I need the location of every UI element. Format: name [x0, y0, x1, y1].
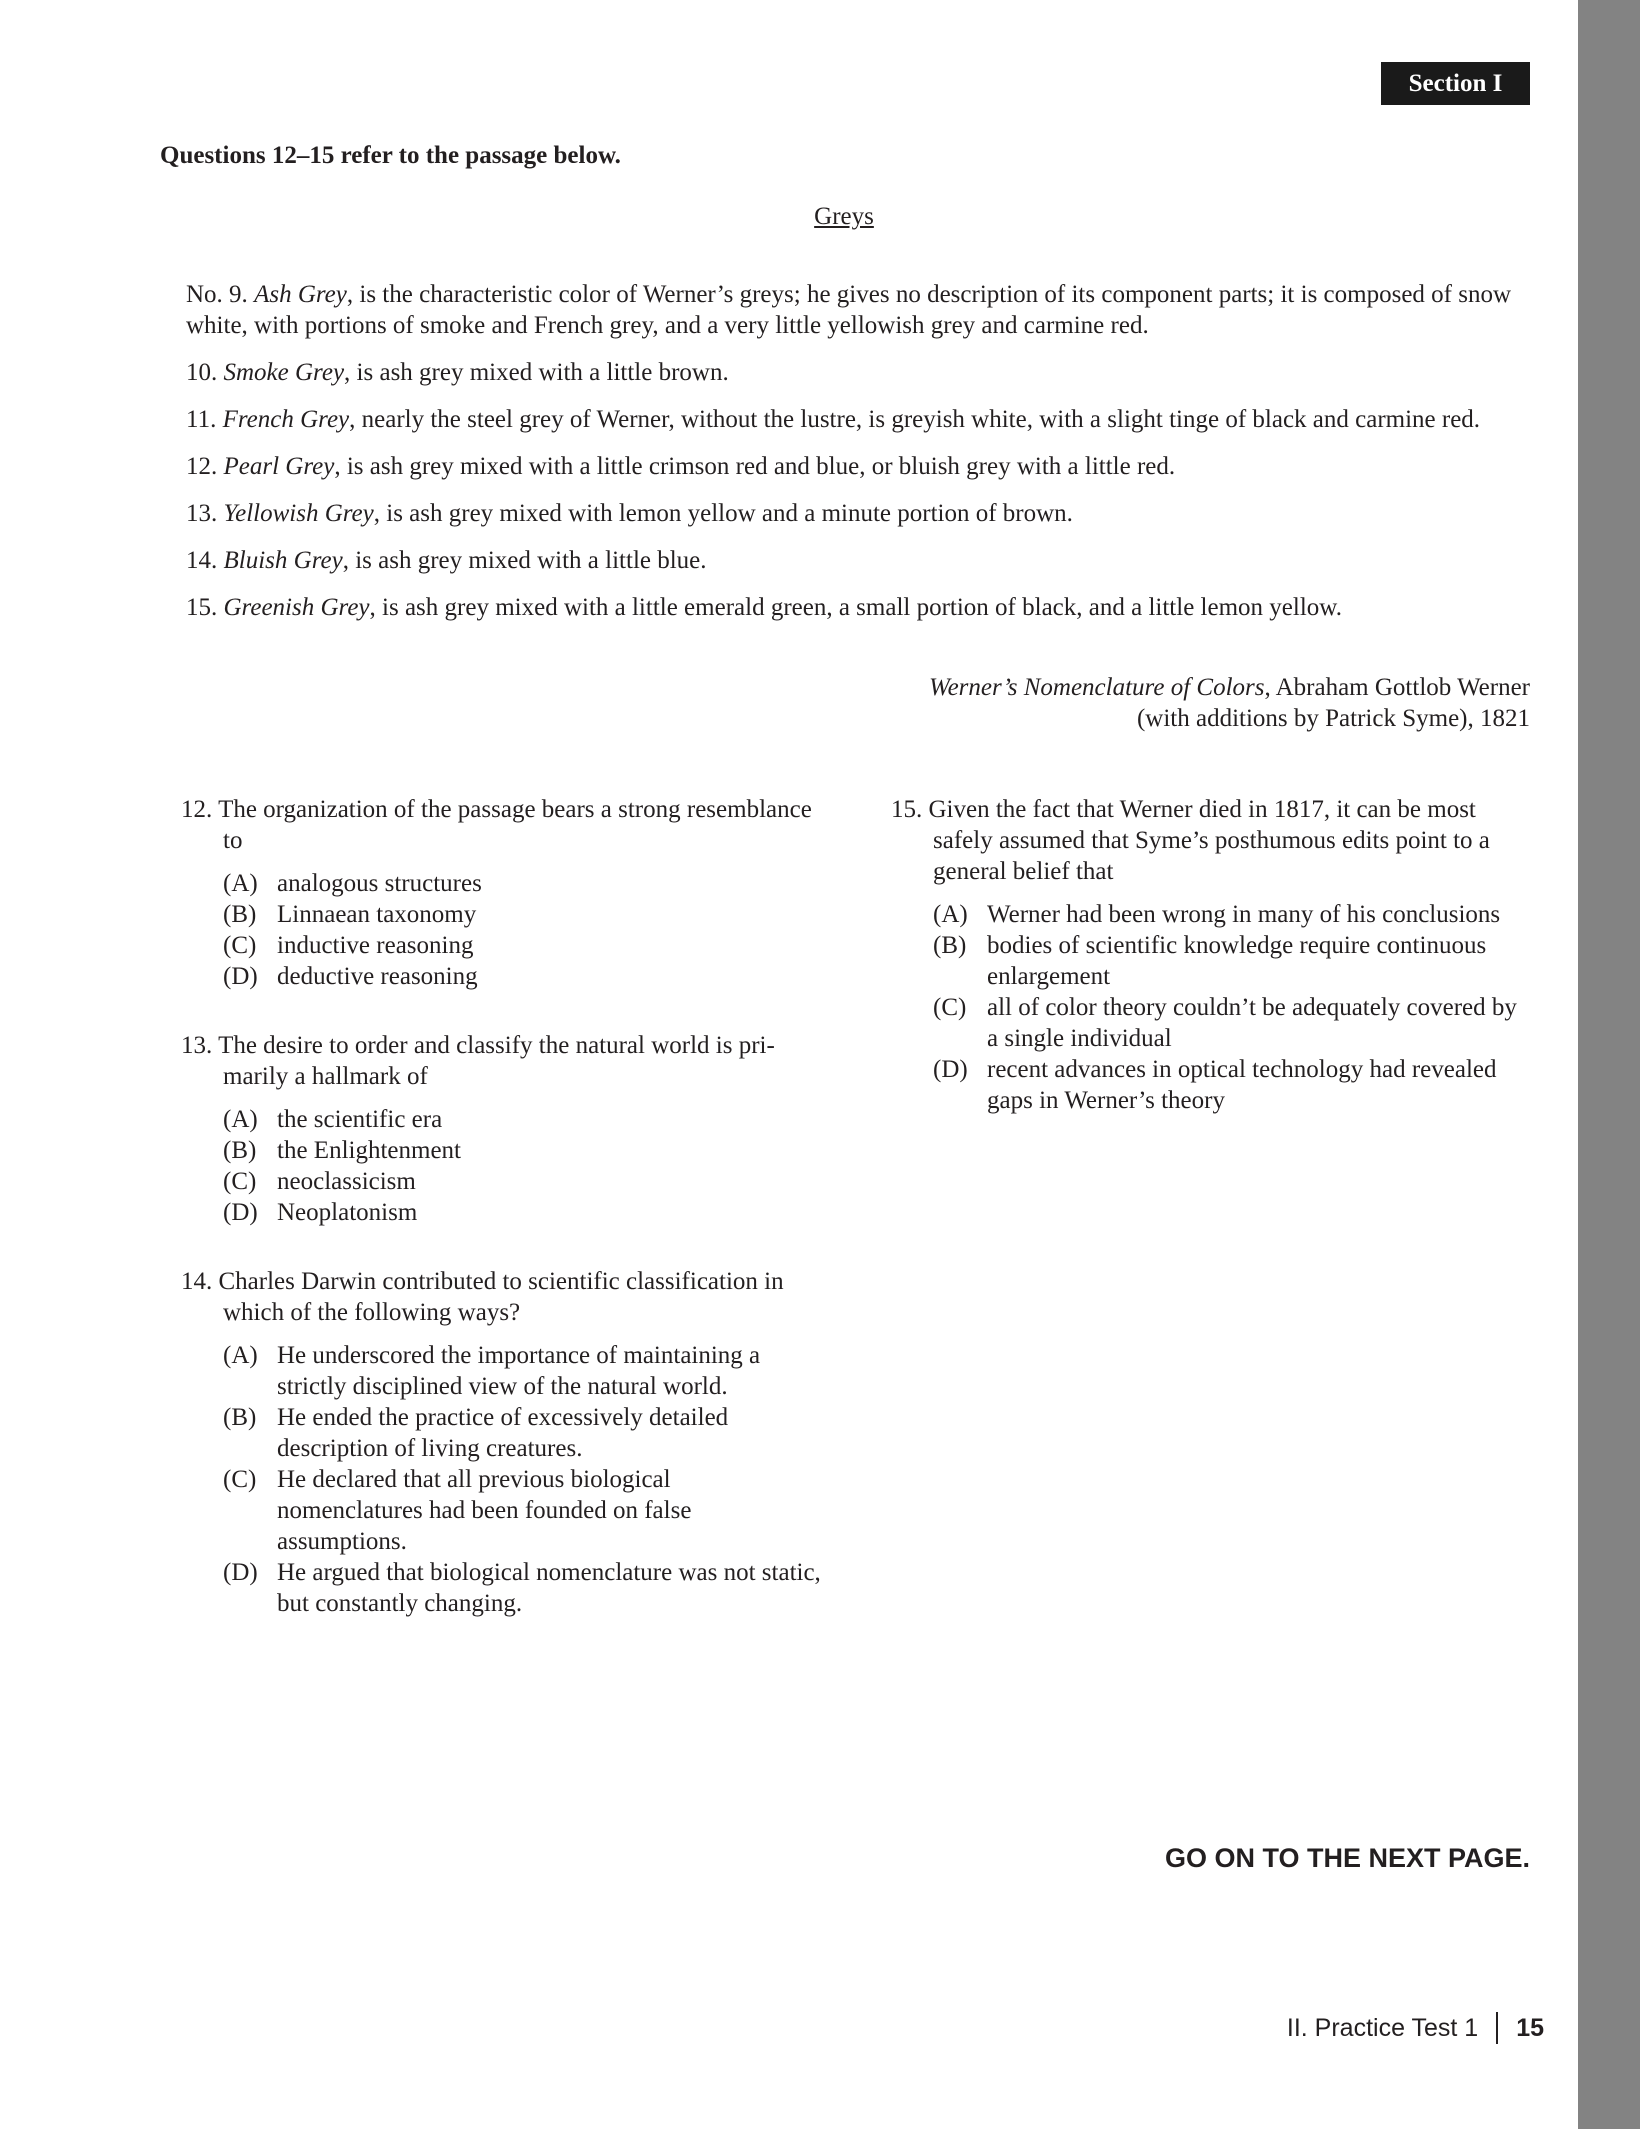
option-text: He declared that all previous biological nomenclatures had been founded on false assumptions. [277, 1466, 692, 1555]
option-letter: (C) [933, 994, 967, 1021]
page-edge-bar [1578, 0, 1640, 2129]
question-stem [181, 1030, 821, 1092]
page-number: 15 [1516, 2013, 1544, 2042]
answer-option[interactable] [223, 1166, 821, 1197]
passage-entry [186, 404, 1536, 435]
option-letter: (D) [933, 1056, 968, 1083]
option-letter: (B) [223, 901, 257, 928]
entry-text: , is ash grey mixed with a little brown. [344, 359, 729, 386]
entry-number: 14. [186, 547, 218, 574]
answer-option[interactable] [223, 961, 821, 992]
question-stem [181, 1266, 821, 1328]
section-badge: Section I [1381, 62, 1530, 105]
answer-option[interactable] [223, 1402, 821, 1464]
option-text: the Enlightenment [277, 1137, 461, 1164]
attribution-line2: (with additions by Patrick Syme), 1821 [1136, 705, 1530, 732]
question-text: The organization of the passage bears a strong resemblance to [218, 796, 812, 854]
entry-name: Bluish Grey [223, 547, 343, 574]
attribution-author: , Abraham Gottlob Werner [1264, 674, 1530, 701]
question-12 [181, 794, 821, 992]
option-letter: (B) [223, 1137, 257, 1164]
option-letter: (B) [933, 932, 967, 959]
attribution-work: Werner’s Nomenclature of Colors [929, 674, 1265, 701]
question-14 [181, 1266, 821, 1619]
question-stem [891, 794, 1531, 887]
entry-name: Ash Grey [254, 281, 347, 308]
option-letter: (D) [223, 1559, 258, 1586]
passage-title: Greys [814, 203, 874, 230]
entry-text: , is ash grey mixed with lemon yellow and a minute portion of brown. [373, 500, 1073, 527]
passage [186, 279, 1536, 639]
entry-name: Greenish Grey [223, 594, 370, 621]
footer-part: II. Practice Test 1 [1286, 2013, 1479, 2042]
passage-entry [186, 279, 1536, 341]
option-letter: (C) [223, 1168, 257, 1195]
question-number: 13. [181, 1032, 213, 1059]
option-letter: (C) [223, 1466, 257, 1493]
option-letter: (A) [223, 1106, 258, 1133]
entry-text: , is the characteristic color of Werner’s greys; he gives no description of its component parts; it is composed of snow white, with portions of smoke and French grey, and a very little yellowish grey and carmine red. [186, 281, 1512, 339]
entry-name: Smoke Grey [223, 359, 345, 386]
entry-number: 13. [186, 500, 218, 527]
answer-option[interactable] [223, 1464, 821, 1557]
answer-option[interactable] [223, 930, 821, 961]
question-text: The desire to order and classify the natural world is primarily a hallmark of [218, 1032, 775, 1090]
option-text: recent advances in optical technology had revealed gaps in Werner’s theory [987, 1056, 1497, 1114]
question-13 [181, 1030, 821, 1228]
option-letter: (D) [223, 963, 258, 990]
entry-number: No. 9. [186, 281, 248, 308]
option-text: He underscored the importance of maintaining a strictly disciplined view of the natural world. [277, 1342, 761, 1400]
answer-option[interactable] [223, 1557, 821, 1619]
answer-option[interactable] [933, 1054, 1531, 1116]
option-letter: (B) [223, 1404, 257, 1431]
option-letter: (D) [223, 1199, 258, 1226]
option-letter: (A) [223, 1342, 258, 1369]
question-number: 12. [181, 796, 213, 823]
passage-entry [186, 357, 1536, 388]
answer-option[interactable] [933, 899, 1531, 930]
entry-number: 11. [186, 406, 217, 433]
option-text: Neoplatonism [277, 1199, 418, 1226]
answer-options [181, 1104, 821, 1228]
answer-option[interactable] [223, 1104, 821, 1135]
answer-option[interactable] [933, 930, 1531, 992]
option-text: bodies of scientific knowledge require continuous enlargement [987, 932, 1487, 990]
go-on-notice: GO ON TO THE NEXT PAGE. [1164, 1843, 1530, 1873]
question-number: 15. [891, 796, 923, 823]
option-text: analogous structures [277, 870, 482, 897]
answer-options [181, 1340, 821, 1619]
option-text: Linnaean taxonomy [277, 901, 477, 928]
answer-options [891, 899, 1531, 1116]
entry-name: Yellowish Grey [223, 500, 374, 527]
entry-text: , nearly the steel grey of Werner, without the lustre, is greyish white, with a slight tinge of black and carmine red. [349, 406, 1481, 433]
option-letter: (C) [223, 932, 257, 959]
passage-entry [186, 498, 1536, 529]
option-text: inductive reasoning [277, 932, 474, 959]
option-text: all of color theory couldn’t be adequately covered by a single individual [987, 994, 1517, 1052]
question-stem [181, 794, 821, 856]
entry-name: French Grey [222, 406, 350, 433]
question-text: Given the fact that Werner died in 1817, it can be most safely assumed that Syme’s posthumous edits point to a general belief that [928, 796, 1490, 885]
option-text: He argued that biological nomenclature was not static, but constantly changing. [277, 1559, 821, 1617]
answer-option[interactable] [223, 1197, 821, 1228]
entry-name: Pearl Grey [223, 453, 335, 480]
option-text: Werner had been wrong in many of his conclusions [987, 901, 1501, 928]
option-text: the scientific era [277, 1106, 443, 1133]
attribution [929, 672, 1530, 734]
answer-option[interactable] [223, 1135, 821, 1166]
question-15 [891, 794, 1531, 1116]
option-letter: (A) [933, 901, 968, 928]
question-text: Charles Darwin contributed to scientific classification in which of the following ways? [218, 1268, 784, 1326]
entry-text: , is ash grey mixed with a little crimson red and blue, or bluish grey with a little red. [334, 453, 1176, 480]
entry-text: , is ash grey mixed with a little blue. [342, 547, 707, 574]
entry-text: , is ash grey mixed with a little emerald green, a small portion of black, and a little lemon yellow. [369, 594, 1342, 621]
question-number: 14. [181, 1268, 213, 1295]
answer-option[interactable] [223, 899, 821, 930]
footer-divider [1496, 2012, 1498, 2044]
entry-number: 12. [186, 453, 218, 480]
right-column [891, 794, 1531, 1154]
option-letter: (A) [223, 870, 258, 897]
answer-option[interactable] [223, 868, 821, 899]
passage-entry [186, 545, 1536, 576]
option-text: He ended the practice of excessively detailed description of living creatures. [277, 1404, 729, 1462]
entry-number: 15. [186, 594, 218, 621]
left-column [181, 794, 821, 1657]
entry-number: 10. [186, 359, 218, 386]
passage-entry [186, 451, 1536, 482]
passage-entry [186, 592, 1536, 623]
answer-option[interactable] [933, 992, 1531, 1054]
passage-intro: Questions 12–15 refer to the passage below. [160, 142, 621, 169]
option-text: neoclassicism [277, 1168, 416, 1195]
page-footer [1287, 2012, 1544, 2044]
answer-options [181, 868, 821, 992]
answer-option[interactable] [223, 1340, 821, 1402]
option-text: deductive reasoning [277, 963, 478, 990]
